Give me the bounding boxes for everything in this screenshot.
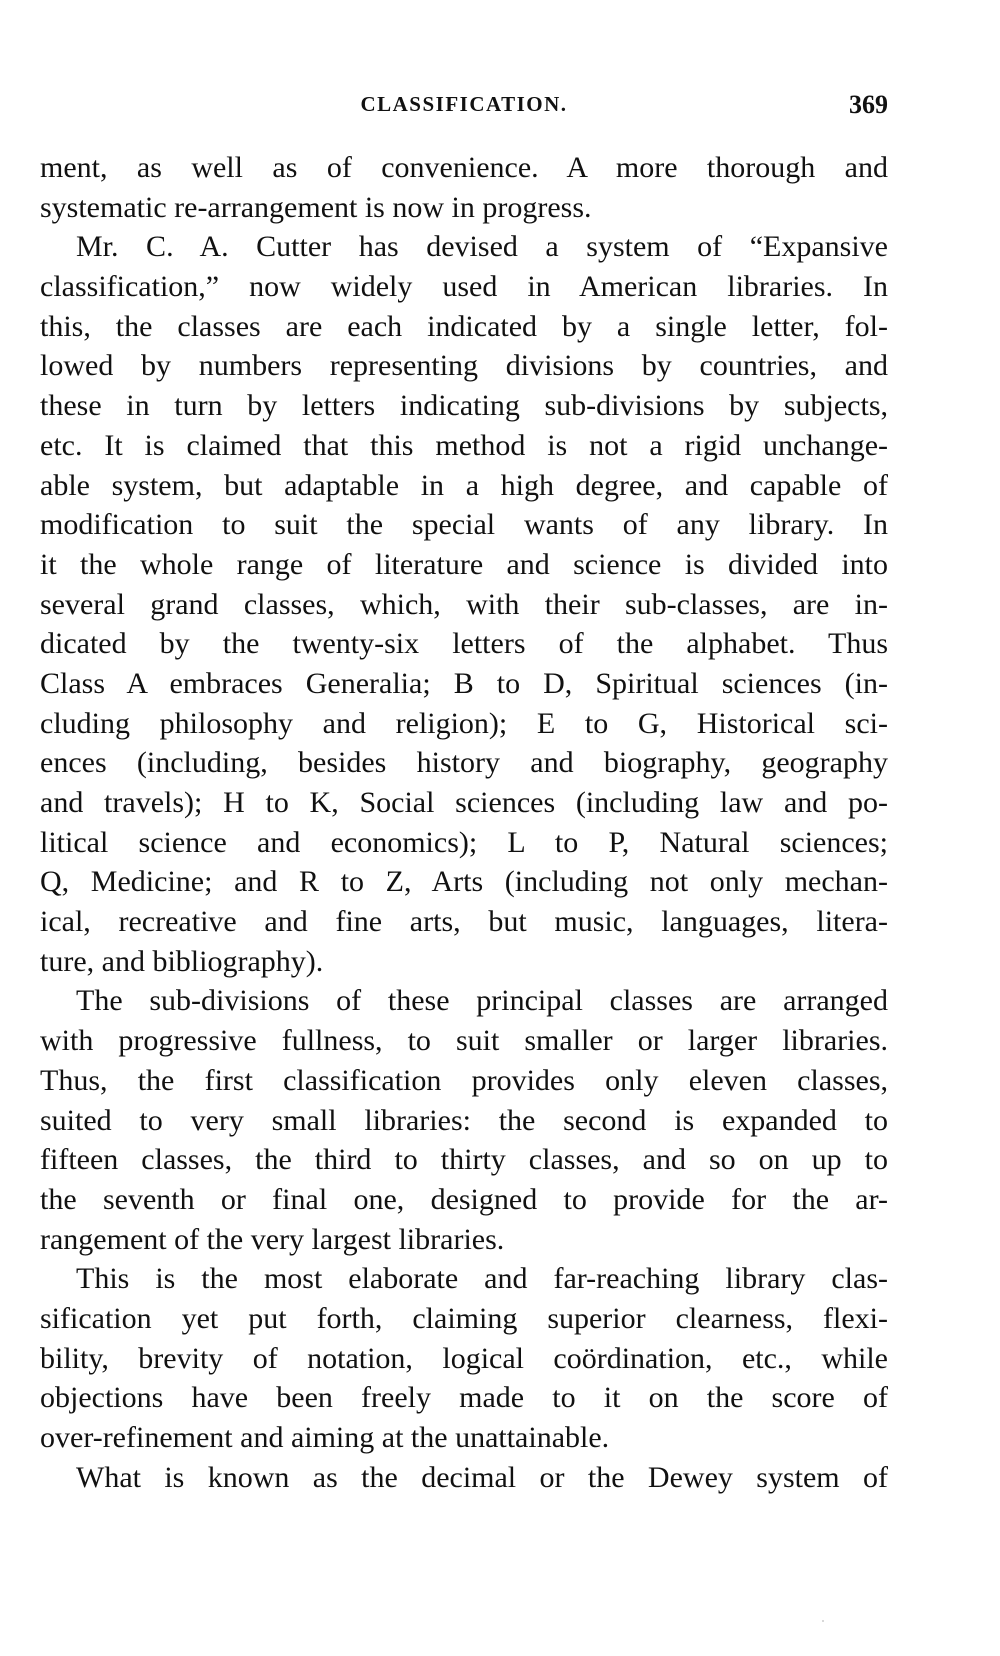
text-line: cluding philosophy and religion); E to G, Historical sci- <box>40 706 888 740</box>
text-line: What is known as the decimal or the Dewey system of <box>76 1460 888 1494</box>
text-line: litical science and economics); L to P, Natural sciences; <box>40 825 888 859</box>
body-text <box>40 148 888 1497</box>
running-head: CLASSIFICATION. <box>360 92 568 116</box>
text-line: several grand classes, which, with their sub-classes, are in- <box>40 587 888 621</box>
text-line: it the whole range of literature and science is divided into <box>40 547 888 581</box>
text-line: the seventh or final one, designed to provide for the ar- <box>40 1182 888 1216</box>
text-line: and travels); H to K, Social sciences (including law and po- <box>40 786 888 819</box>
text-line: modification to suit the special wants of any library. In <box>40 508 888 542</box>
text-line: classification,” now widely used in American libraries. In <box>40 270 888 304</box>
text-line: This is the most elaborate and far-reaching library clas- <box>76 1262 888 1296</box>
text-line: The sub-divisions of these principal classes are arranged <box>76 984 888 1018</box>
text-line: sification yet put forth, claiming superior clearness, flexi- <box>40 1301 888 1335</box>
text-line: dicated by the twenty-six letters of the alphabet. Thus <box>40 627 888 661</box>
text-line: ture, and bibliography). <box>40 944 324 978</box>
page-header <box>40 90 888 130</box>
paper-speck <box>822 1620 824 1622</box>
text-line: rangement of the very largest libraries. <box>40 1222 505 1256</box>
text-line: Q, Medicine; and R to Z, Arts (including not only mechan- <box>40 865 888 899</box>
page-number: 369 <box>849 90 888 119</box>
text-line: suited to very small libraries: the second is expanded to <box>40 1103 888 1137</box>
text-line: bility, brevity of notation, logical coördination, etc., while <box>40 1341 888 1375</box>
text-line: able system, but adaptable in a high degree, and capable of <box>40 468 888 502</box>
text-line: etc. It is claimed that this method is not a rigid unchange- <box>40 428 888 462</box>
text-line: these in turn by letters indicating sub-divisions by subjects, <box>40 389 888 423</box>
text-line: objections have been freely made to it on the score of <box>40 1381 888 1415</box>
text-line: ment, as well as of convenience. A more thorough and <box>40 151 888 184</box>
text-line: Thus, the first classification provides only eleven classes, <box>40 1063 888 1097</box>
text-line: over-refinement and aiming at the unattainable. <box>40 1421 610 1454</box>
text-line: systematic re-arrangement is now in progress. <box>40 190 592 224</box>
text-line: ical, recreative and fine arts, but music, languages, litera- <box>40 905 888 939</box>
text-line: lowed by numbers representing divisions by countries, and <box>40 349 888 383</box>
text-line: with progressive fullness, to suit smaller or larger libraries. <box>40 1024 888 1058</box>
text-line: fifteen classes, the third to thirty classes, and so on up to <box>40 1143 888 1177</box>
text-line: this, the classes are each indicated by a single letter, fol- <box>40 309 888 343</box>
text-line: Class A embraces Generalia; B to D, Spiritual sciences (in- <box>40 666 888 700</box>
text-line: Mr. C. A. Cutter has devised a system of “Expansive <box>76 230 888 264</box>
text-line: ences (including, besides history and biography, geography <box>40 746 888 780</box>
